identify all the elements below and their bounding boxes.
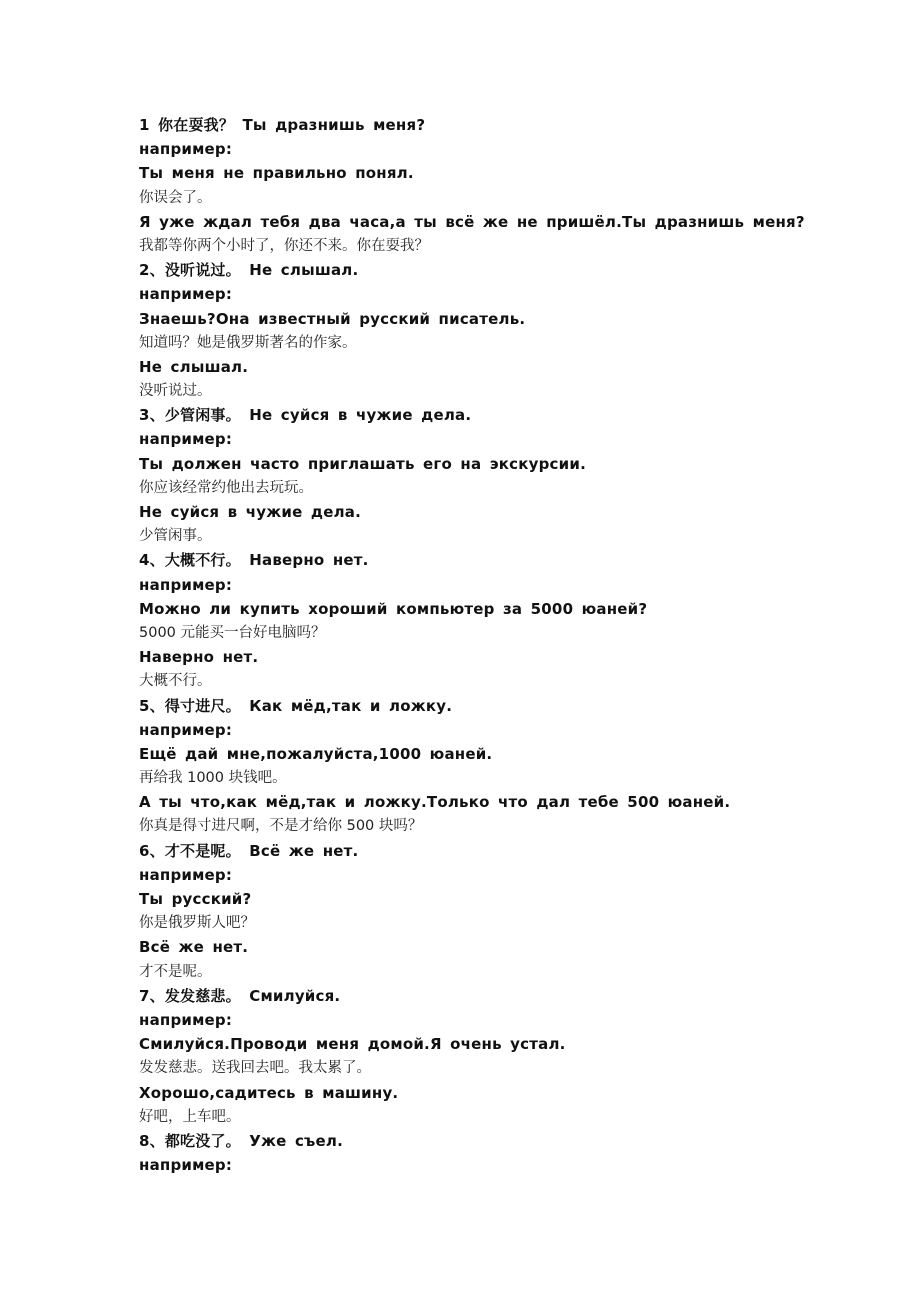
phrase-heading-7: 7、发发慈悲。 Смилуйся. — [139, 986, 341, 1005]
example-russian: Ты русский? — [139, 890, 252, 908]
example-russian: Ты должен часто приглашать его на экскурсии. — [139, 454, 586, 473]
example-chinese: 大概不行。 — [139, 673, 212, 690]
example-russian: Смилуйся.Проводи меня домой.Я очень устал. — [139, 1035, 566, 1054]
example-chinese: 你是俄罗斯人吧？ — [139, 915, 255, 932]
phrase-heading-8: 8、都吃没了。 Уже съел. — [139, 1131, 343, 1150]
example-label: например: — [139, 720, 233, 739]
example-russian: А ты что,как мёд,так и ложку.Только что дал тебе 500 юаней. — [139, 793, 731, 812]
example-russian: Наверно нет. — [139, 648, 259, 667]
example-label: например: — [139, 865, 233, 884]
example-chinese: 你应该经常约他出去玩玩。 — [139, 479, 313, 496]
phrase-heading-3: 3、少管闲事。 Не суйся в чужие дела. — [139, 406, 472, 425]
example-label: например: — [139, 140, 233, 159]
phrase-heading-6: 6、才不是呢。 Всё же нет. — [139, 841, 359, 860]
example-russian: Хорошо,садитесь в машину. — [139, 1083, 399, 1102]
phrase-heading-5: 5、得寸进尺。 Как мёд,так и ложку. — [139, 696, 453, 715]
example-chinese: 你真是得寸进尺啊，不是才给你 500 块吗？ — [139, 818, 423, 835]
example-russian: Знаешь?Она известный русский писатель. — [139, 309, 526, 328]
example-label: например: — [139, 430, 233, 449]
example-russian: Можно ли купить хороший компьютер за 5000 юаней? — [139, 599, 648, 618]
example-russian: Не суйся в чужие дела. — [139, 503, 361, 521]
phrase-heading-1: 1 你在耍我？ Ты дразнишь меня? — [139, 116, 426, 134]
example-chinese: 才不是呢。 — [139, 963, 212, 980]
example-russian: Ещё дай мне,пожалуйста,1000 юаней. — [139, 744, 493, 763]
example-chinese: 你误会了。 — [139, 189, 212, 206]
phrase-heading-4: 4、大概不行。 Наверно нет. — [139, 551, 369, 570]
document-body — [139, 113, 859, 1177]
example-chinese: 少管闲事。 — [139, 528, 212, 545]
phrase-heading-2: 2、没听说过。 Не слышал. — [139, 261, 359, 280]
example-chinese: 5000 元能买一台好电脑吗？ — [139, 624, 326, 641]
example-chinese: 发发慈悲。送我回去吧。我太累了。 — [139, 1060, 371, 1077]
example-label: например: — [139, 1010, 233, 1029]
example-label: например: — [139, 285, 233, 304]
example-russian: Ты меня не правильно понял. — [139, 164, 414, 183]
example-chinese: 没听说过。 — [139, 383, 212, 400]
example-label: например: — [139, 575, 233, 594]
example-russian: Не слышал. — [139, 357, 249, 376]
example-russian: Я уже ждал тебя два часа,а ты всё же не пришёл.Ты дразнишь меня? — [139, 212, 805, 231]
example-chinese: 我都等你两个小时了，你还不来。你在耍我？ — [139, 237, 429, 254]
example-label: например: — [139, 1156, 233, 1175]
example-russian: Всё же нет. — [139, 938, 249, 957]
example-chinese: 好吧，上车吧。 — [139, 1108, 241, 1125]
example-chinese: 知道吗？她是俄罗斯著名的作家。 — [139, 334, 357, 351]
example-chinese: 再给我 1000 块钱吧。 — [139, 770, 287, 787]
